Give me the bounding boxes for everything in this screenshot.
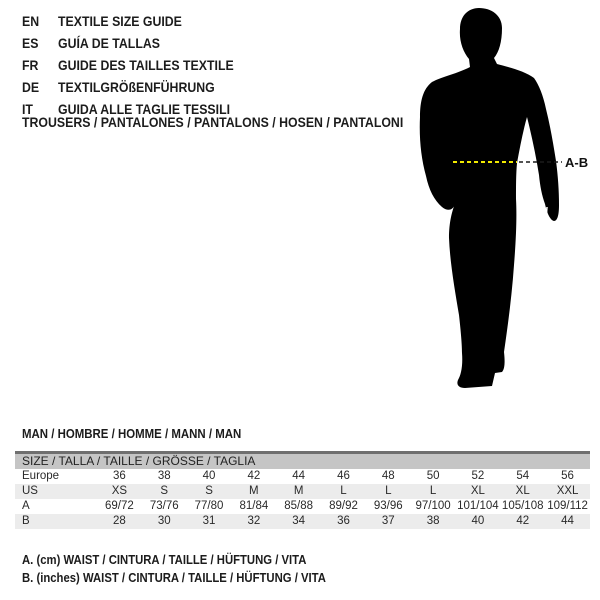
size-cell: 42	[247, 470, 261, 482]
language-code-text: EN	[22, 13, 40, 29]
size-cell: 97/100	[415, 500, 451, 512]
size-table-row	[15, 514, 590, 529]
size-table	[15, 451, 590, 529]
size-cell: 109/112	[547, 500, 588, 512]
size-cell: 85/88	[284, 500, 314, 512]
language-label: GUIDE DES TAILLES TEXTILE	[58, 57, 234, 73]
size-cell: M	[249, 485, 259, 497]
size-row-label: A	[22, 500, 30, 512]
measure-note: B. (inches) WAIST / CINTURA / TAILLE / HÜFTUNG / VITA	[22, 570, 326, 585]
size-cell: 89/92	[329, 500, 358, 512]
size-cell: 32	[247, 515, 261, 527]
size-cell: XXL	[556, 485, 579, 497]
size-row-label: US	[22, 485, 38, 497]
size-cell: 44	[292, 470, 306, 482]
size-cell: 93/96	[373, 500, 403, 512]
size-cell: 37	[381, 515, 395, 527]
size-table-header: SIZE / TALLA / TAILLE / GRÖSSE / TAGLIA	[15, 451, 590, 469]
man-silhouette	[420, 8, 559, 388]
size-cell: 69/72	[105, 500, 134, 512]
size-cell: 46	[337, 470, 350, 482]
language-label: GUÍA DE TALLAS	[58, 35, 160, 51]
language-code-text: ES	[22, 35, 39, 51]
size-cell: XL	[515, 485, 530, 497]
size-cell: 31	[202, 515, 216, 527]
size-cell: 101/104	[457, 500, 499, 512]
language-label: TEXTILE SIZE GUIDE	[58, 13, 182, 29]
size-cell: 28	[113, 515, 126, 527]
language-label: GUIDA ALLE TAGLIE TESSILI	[58, 101, 231, 117]
size-table-row	[15, 469, 590, 484]
size-cell: 105/108	[501, 500, 544, 512]
size-row-label: Europe	[22, 470, 60, 482]
size-cell: 30	[157, 515, 171, 527]
measure-note: A. (cm) WAIST / CINTURA / TAILLE / HÜFTUNG / VITA	[22, 552, 307, 567]
size-cell: XS	[111, 485, 128, 497]
measure-notes	[22, 551, 371, 587]
size-cell: S	[205, 485, 213, 497]
size-cell: 44	[561, 515, 574, 527]
size-cell: M	[293, 485, 304, 497]
size-cell: 48	[381, 470, 395, 482]
waist-measure-label: A-B	[565, 155, 589, 170]
size-cell: 40	[202, 470, 216, 482]
size-cell: 38	[426, 515, 440, 527]
size-row-label: B	[22, 515, 30, 527]
size-cell: L	[429, 485, 437, 497]
size-cell: 52	[471, 470, 485, 482]
size-cell: 38	[157, 470, 171, 482]
size-cell: 36	[113, 470, 126, 482]
language-label: TEXTILGRÖßENFÜHRUNG	[58, 79, 215, 95]
language-code-text: IT	[22, 101, 33, 117]
size-table-row	[15, 484, 590, 499]
size-cell: 81/84	[239, 500, 269, 512]
size-cell: S	[160, 485, 169, 497]
size-cell: XL	[470, 485, 485, 497]
size-cell: 36	[337, 515, 350, 527]
size-cell: 77/80	[194, 500, 224, 512]
size-cell: 50	[426, 470, 440, 482]
language-code-text: FR	[22, 57, 39, 73]
size-cell: L	[340, 485, 347, 497]
size-cell: L	[385, 485, 392, 497]
size-cell: 54	[516, 470, 530, 482]
size-grid	[15, 469, 590, 529]
size-cell: 40	[471, 515, 485, 527]
language-code-text: DE	[22, 79, 40, 95]
category-title: TROUSERS / PANTALONES / PANTALONS / HOSEN / PANTALONI	[22, 114, 404, 130]
size-cell: 42	[516, 515, 530, 527]
size-table-row	[15, 499, 590, 514]
size-cell: 73/76	[149, 500, 179, 512]
finger-gap-detail	[546, 207, 547, 220]
gender-title: MAN / HOMBRE / HOMME / MANN / MAN	[22, 426, 242, 441]
size-cell: 34	[292, 515, 306, 527]
size-grid-body	[15, 469, 590, 529]
size-cell: 56	[561, 470, 574, 482]
